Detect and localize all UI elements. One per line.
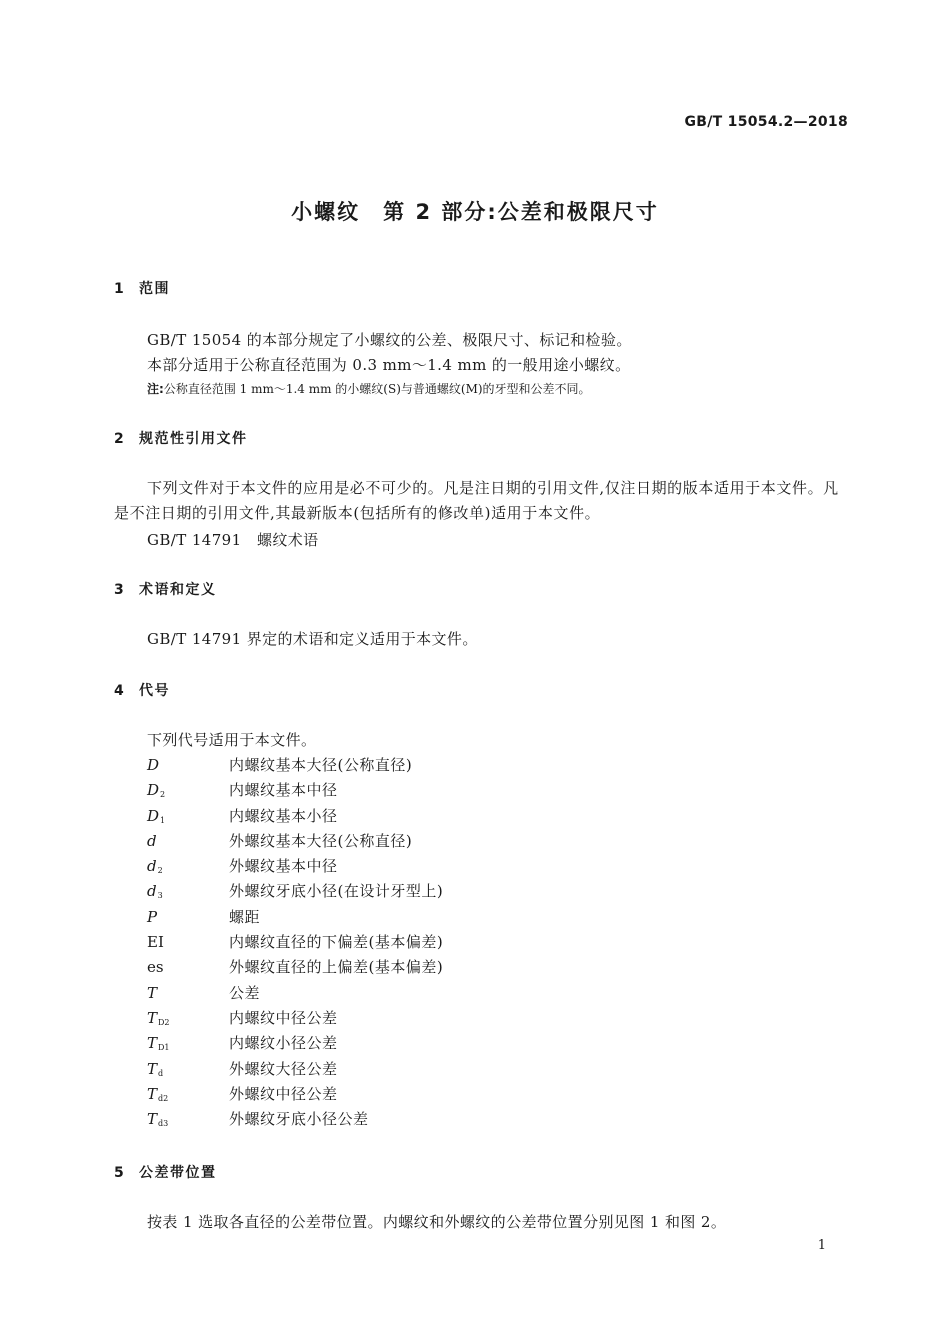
symbol-row	[147, 1108, 443, 1133]
symbol-description: 外螺纹基本中径	[229, 857, 338, 876]
symbol-row	[147, 982, 443, 1007]
section-title: 范围	[139, 281, 170, 297]
symbol-row	[147, 830, 443, 855]
symbol-description: 外螺纹大径公差	[229, 1059, 338, 1078]
symbol-description: 公差	[229, 983, 261, 1002]
symbol-description: 外螺纹基本大径(公称直径)	[229, 831, 413, 850]
section-heading-normative-references	[114, 428, 248, 448]
section-number: 2	[114, 431, 124, 447]
symbol: P	[147, 907, 158, 926]
symbol-description: 内螺纹基本中径	[229, 781, 338, 800]
note-text: 公称直径范围 1 mm～1.4 mm 的小螺纹(S)与普通螺纹(M)的牙型和公差不同。	[163, 382, 591, 396]
section-heading-symbols	[114, 680, 170, 700]
reference-item: GB/T 14791 螺纹术语	[147, 531, 319, 549]
symbol: EI	[147, 933, 164, 952]
symbol-row	[147, 1083, 443, 1108]
symbol-row	[147, 754, 443, 779]
section-heading-scope	[114, 278, 170, 298]
symbol-description: 外螺纹中径公差	[229, 1084, 338, 1103]
note-label: 注:	[147, 382, 164, 396]
symbol: $d_2$	[147, 857, 163, 876]
symbol-list	[147, 754, 443, 1133]
symbol-description: 螺距	[229, 907, 261, 926]
paragraph: 本部分适用于公称直径范围为 0.3 mm～1.4 mm 的一般用途小螺纹。	[147, 356, 631, 374]
symbol-row	[147, 931, 443, 956]
section-title: 公差带位置	[139, 1165, 217, 1181]
symbol-description: 内螺纹直径的下偏差(基本偏差)	[229, 933, 444, 952]
section-heading-tolerance-position	[114, 1162, 217, 1182]
symbol-description: 外螺纹直径的上偏差(基本偏差)	[229, 958, 444, 977]
symbol-description: 外螺纹牙底小径(在设计牙型上)	[229, 882, 444, 901]
symbol-row	[147, 805, 443, 830]
symbol-description: 内螺纹基本大径(公称直径)	[229, 756, 413, 774]
symbol: $D_1$	[147, 806, 166, 825]
symbol-row	[147, 779, 443, 804]
symbol-row	[147, 1007, 443, 1032]
symbol-row	[147, 855, 443, 880]
paragraph: GB/T 15054 的本部分规定了小螺纹的公差、极限尺寸、标记和检验。	[147, 331, 632, 349]
symbol-description: 内螺纹基本小径	[229, 806, 338, 825]
section-title: 术语和定义	[139, 582, 217, 598]
symbol: $T_{D1}$	[147, 1034, 170, 1053]
symbol-description: 内螺纹小径公差	[229, 1034, 338, 1053]
section-heading-terms-definitions	[114, 579, 217, 599]
section-number: 1	[114, 281, 124, 297]
symbol: $D_2$	[147, 781, 166, 800]
symbol: $T_d$	[147, 1059, 164, 1078]
symbol: es	[147, 958, 164, 977]
note	[147, 380, 591, 397]
symbol: $T_{D2}$	[147, 1008, 170, 1027]
section-title: 代号	[139, 683, 170, 699]
symbol: $T_{d2}$	[147, 1084, 169, 1103]
symbol-description: 外螺纹牙底小径公差	[229, 1110, 369, 1129]
section-number: 5	[114, 1165, 124, 1181]
symbol-description: 内螺纹中径公差	[229, 1008, 338, 1027]
symbol-row	[147, 1032, 443, 1057]
paragraph: 下列文件对于本文件的应用是必不可少的。凡是注日期的引用文件,仅注日期的版本适用于本文件。凡是不注日期的引用文件,其最新版本(包括所有的修改单)适用于本文件。	[114, 479, 839, 522]
symbol: $T_{d3}$	[147, 1110, 169, 1129]
symbol: d	[147, 831, 157, 850]
standard-number: GB/T 15054.2—2018	[684, 114, 848, 130]
symbol-row	[147, 906, 443, 931]
symbol-row	[147, 880, 443, 905]
document-title: 小螺纹 第 2 部分:公差和极限尺寸	[291, 200, 659, 224]
section-title: 规范性引用文件	[139, 431, 248, 447]
section-number: 4	[114, 683, 124, 699]
symbol: D	[147, 756, 160, 774]
paragraph: 下列代号适用于本文件。	[147, 731, 317, 749]
paragraph: 按表 1 选取各直径的公差带位置。内螺纹和外螺纹的公差带位置分别见图 1 和图 2。	[147, 1213, 727, 1231]
symbol-row	[147, 1058, 443, 1083]
symbol-row	[147, 956, 443, 981]
symbol: T	[147, 983, 158, 1002]
section-number: 3	[114, 582, 124, 598]
page-number: 1	[817, 1238, 826, 1253]
paragraph: GB/T 14791 界定的术语和定义适用于本文件。	[147, 630, 478, 648]
symbol: $d_3$	[147, 882, 163, 901]
